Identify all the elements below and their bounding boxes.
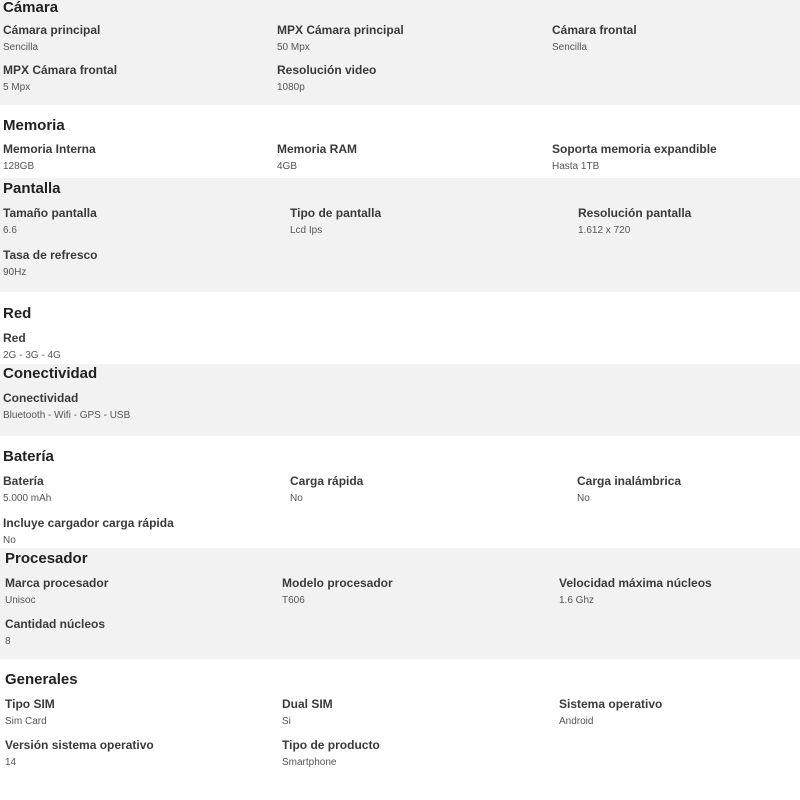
spec-label: Cámara frontal <box>552 23 637 37</box>
spec-item <box>3 516 174 547</box>
spec-item <box>282 697 333 728</box>
spec-value: No <box>3 535 16 546</box>
spec-label: Tipo SIM <box>5 697 55 711</box>
spec-label: Incluye cargador carga rápida <box>3 516 174 530</box>
section-title: Cámara <box>3 0 59 16</box>
spec-value: Hasta 1TB <box>552 161 600 172</box>
spec-value: 8 <box>5 636 11 647</box>
spec-value: 2G - 3G - 4G <box>3 350 61 361</box>
spec-item <box>3 63 117 94</box>
spec-value: 50 Mpx <box>277 42 310 53</box>
section-title: Red <box>3 305 32 322</box>
spec-label: Cámara principal <box>3 23 101 37</box>
spec-label: Velocidad máxima núcleos <box>559 576 712 590</box>
spec-item <box>3 142 96 173</box>
spec-value: 14 <box>5 757 17 768</box>
spec-value: Bluetooth - Wifi - GPS - USB <box>3 410 131 421</box>
spec-value: 128GB <box>3 161 35 172</box>
section-title: Procesador <box>5 550 88 567</box>
spec-label: MPX Cámara principal <box>277 23 404 37</box>
spec-label: Conectividad <box>3 391 79 405</box>
section-title: Conectividad <box>3 365 98 382</box>
spec-item <box>277 63 376 94</box>
spec-value: Sencilla <box>552 42 588 53</box>
spec-label: Red <box>3 331 26 345</box>
spec-item <box>5 576 108 607</box>
spec-label: Dual SIM <box>282 697 333 711</box>
spec-item <box>3 391 130 422</box>
spec-value: No <box>577 493 590 504</box>
spec-value: Lcd Ips <box>290 225 323 236</box>
spec-value: 1080p <box>277 82 305 93</box>
spec-label: Sistema operativo <box>559 697 663 711</box>
spec-value: Sim Card <box>5 716 47 727</box>
spec-label: Resolución video <box>277 63 377 77</box>
spec-label: Tasa de refresco <box>3 248 98 262</box>
spec-value: 4GB <box>277 161 298 172</box>
spec-value: 5.000 mAh <box>3 493 52 504</box>
spec-value: T606 <box>282 595 305 606</box>
spec-item <box>3 474 51 505</box>
spec-value: No <box>290 493 303 504</box>
spec-value: Android <box>559 716 594 727</box>
spec-value: Unisoc <box>5 595 36 606</box>
camera-section <box>0 0 800 105</box>
spec-value: 1.6 Ghz <box>559 595 595 606</box>
spec-value: 90Hz <box>3 267 27 278</box>
spec-label: Carga rápida <box>290 474 364 488</box>
spec-value: 6.6 <box>3 225 17 236</box>
spec-item <box>5 738 154 769</box>
spec-item <box>290 206 381 237</box>
section-title: Pantalla <box>3 180 61 197</box>
spec-item <box>282 738 380 769</box>
memory-section <box>0 105 800 178</box>
spec-item <box>3 248 98 279</box>
spec-item <box>552 142 717 173</box>
spec-label: Marca procesador <box>5 576 109 590</box>
general-section <box>0 659 800 800</box>
processor-section <box>0 548 800 659</box>
section-title: Batería <box>3 448 54 465</box>
section-title: Generales <box>5 671 78 688</box>
spec-label: Versión sistema operativo <box>5 738 154 752</box>
section-title: Memoria <box>3 117 65 134</box>
spec-value: 5 Mpx <box>3 82 31 93</box>
spec-item <box>552 23 637 54</box>
spec-item <box>577 474 681 505</box>
spec-item <box>559 576 712 607</box>
spec-label: Memoria RAM <box>277 142 358 156</box>
battery-section <box>0 436 800 548</box>
spec-label: Cantidad núcleos <box>5 617 106 631</box>
spec-value: Sencilla <box>3 42 39 53</box>
spec-label: Tipo de producto <box>282 738 380 752</box>
spec-label: Resolución pantalla <box>578 206 692 220</box>
spec-label: Batería <box>3 474 44 488</box>
spec-value: Si <box>282 716 291 727</box>
screen-section <box>0 178 800 292</box>
spec-label: MPX Cámara frontal <box>3 63 118 77</box>
spec-item <box>559 697 662 728</box>
spec-item <box>3 331 61 362</box>
network-section <box>0 292 800 364</box>
spec-value: Smartphone <box>282 757 337 768</box>
spec-item <box>3 206 97 237</box>
connectivity-section <box>0 364 800 436</box>
spec-item <box>3 23 100 54</box>
spec-label: Modelo procesador <box>282 576 393 590</box>
spec-label: Tamaño pantalla <box>3 206 97 220</box>
spec-item <box>277 142 357 173</box>
spec-label: Tipo de pantalla <box>290 206 382 220</box>
spec-item <box>578 206 691 237</box>
spec-label: Memoria Interna <box>3 142 96 156</box>
spec-label: Carga inalámbrica <box>577 474 682 488</box>
spec-label: Soporta memoria expandible <box>552 142 717 156</box>
spec-value: 1.612 x 720 <box>578 225 631 236</box>
spec-item <box>282 576 393 607</box>
spec-item <box>277 23 404 54</box>
spec-item <box>5 617 105 648</box>
spec-item <box>290 474 363 505</box>
spec-item <box>5 697 55 728</box>
